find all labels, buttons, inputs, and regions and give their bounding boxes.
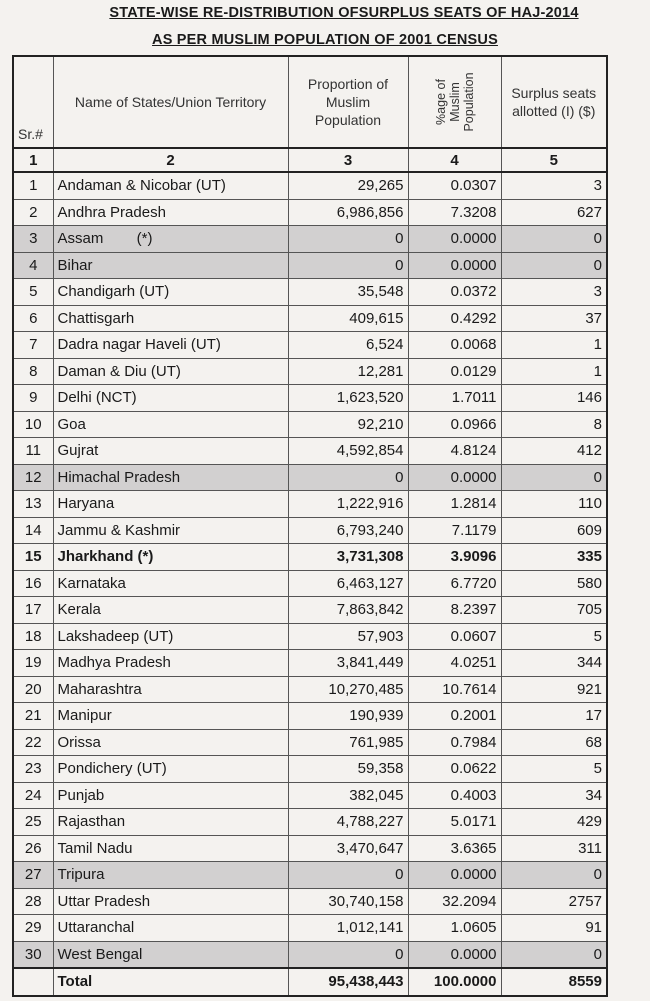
total-sr xyxy=(13,968,53,996)
row-sr: 13 xyxy=(13,491,53,518)
row-seats: 429 xyxy=(501,809,607,836)
row-seats: 580 xyxy=(501,570,607,597)
row-sr: 6 xyxy=(13,305,53,332)
row-population: 4,592,854 xyxy=(288,438,408,465)
row-sr: 1 xyxy=(13,172,53,199)
row-percent: 1.0605 xyxy=(408,915,501,942)
row-sr: 15 xyxy=(13,544,53,571)
row-population: 3,470,647 xyxy=(288,835,408,862)
row-percent: 7.1179 xyxy=(408,517,501,544)
table-row xyxy=(13,411,607,438)
row-seats: 3 xyxy=(501,172,607,199)
row-state-name: Pondichery (UT) xyxy=(53,756,288,783)
table-row xyxy=(13,279,607,306)
row-percent: 0.0607 xyxy=(408,623,501,650)
row-population: 10,270,485 xyxy=(288,676,408,703)
row-state-name: West Bengal xyxy=(53,941,288,968)
row-sr: 3 xyxy=(13,226,53,253)
row-population: 1,623,520 xyxy=(288,385,408,412)
table-row xyxy=(13,676,607,703)
row-seats: 2757 xyxy=(501,888,607,915)
row-population: 3,841,449 xyxy=(288,650,408,677)
row-population: 1,012,141 xyxy=(288,915,408,942)
row-state-name: Kerala xyxy=(53,597,288,624)
row-state-name: Andaman & Nicobar (UT) xyxy=(53,172,288,199)
row-percent: 0.0307 xyxy=(408,172,501,199)
row-state-name: Lakshadeep (UT) xyxy=(53,623,288,650)
row-percent: 0.2001 xyxy=(408,703,501,730)
table-row xyxy=(13,703,607,730)
row-percent: 0.0372 xyxy=(408,279,501,306)
row-percent: 4.8124 xyxy=(408,438,501,465)
table-row xyxy=(13,544,607,571)
row-sr: 7 xyxy=(13,332,53,359)
row-sr: 25 xyxy=(13,809,53,836)
row-sr: 20 xyxy=(13,676,53,703)
row-percent: 10.7614 xyxy=(408,676,501,703)
row-seats: 37 xyxy=(501,305,607,332)
row-percent: 0.4003 xyxy=(408,782,501,809)
colnum-5: 5 xyxy=(501,148,607,172)
table-row xyxy=(13,809,607,836)
header-name-text: Name of States/Union Territory xyxy=(74,94,267,110)
row-state-name: Karnataka xyxy=(53,570,288,597)
row-state-name: Uttaranchal xyxy=(53,915,288,942)
table-row xyxy=(13,491,607,518)
row-percent: 3.6365 xyxy=(408,835,501,862)
row-sr: 29 xyxy=(13,915,53,942)
document-title: STATE-WISE RE-DISTRIBUTION OFSURPLUS SEATS OF HAJ-2014 xyxy=(109,5,579,21)
row-percent: 0.7984 xyxy=(408,729,501,756)
row-state-name: Punjab xyxy=(53,782,288,809)
row-state-name: Rajasthan xyxy=(53,809,288,836)
row-state-name: Assam (*) xyxy=(53,226,288,253)
row-seats: 627 xyxy=(501,199,607,226)
row-seats: 0 xyxy=(501,226,607,253)
row-sr: 5 xyxy=(13,279,53,306)
row-state-name: Maharashtra xyxy=(53,676,288,703)
row-percent: 0.0000 xyxy=(408,862,501,889)
row-sr: 11 xyxy=(13,438,53,465)
row-percent: 0.0000 xyxy=(408,464,501,491)
header-percentage-text: %age of Muslim Population xyxy=(434,72,476,132)
row-population: 0 xyxy=(288,226,408,253)
row-state-name: Tripura xyxy=(53,862,288,889)
table-row xyxy=(13,888,607,915)
row-percent: 32.2094 xyxy=(408,888,501,915)
row-sr: 14 xyxy=(13,517,53,544)
table-row xyxy=(13,862,607,889)
row-sr: 18 xyxy=(13,623,53,650)
row-state-name: Jharkhand (*) xyxy=(53,544,288,571)
row-percent: 0.0129 xyxy=(408,358,501,385)
row-percent: 7.3208 xyxy=(408,199,501,226)
row-state-name: Jammu & Kashmir xyxy=(53,517,288,544)
total-row xyxy=(13,968,607,996)
seat-distribution-table xyxy=(12,55,608,997)
row-state-name: Bihar xyxy=(53,252,288,279)
table-row xyxy=(13,464,607,491)
row-state-name: Daman & Diu (UT) xyxy=(53,358,288,385)
row-seats: 5 xyxy=(501,623,607,650)
row-state-name: Delhi (NCT) xyxy=(53,385,288,412)
row-percent: 8.2397 xyxy=(408,597,501,624)
row-sr: 26 xyxy=(13,835,53,862)
header-proportion-text: Proportion of Muslim Population xyxy=(307,76,389,128)
row-state-name: Goa xyxy=(53,411,288,438)
row-percent: 0.4292 xyxy=(408,305,501,332)
row-state-name: Tamil Nadu xyxy=(53,835,288,862)
row-state-name: Manipur xyxy=(53,703,288,730)
row-seats: 1 xyxy=(501,332,607,359)
row-percent: 0.0068 xyxy=(408,332,501,359)
row-percent: 0.0000 xyxy=(408,252,501,279)
colnum-4: 4 xyxy=(408,148,501,172)
table-row xyxy=(13,438,607,465)
total-label: Total xyxy=(53,968,288,996)
row-sr: 30 xyxy=(13,941,53,968)
row-population: 30,740,158 xyxy=(288,888,408,915)
row-sr: 10 xyxy=(13,411,53,438)
row-sr: 16 xyxy=(13,570,53,597)
row-population: 0 xyxy=(288,941,408,968)
row-percent: 6.7720 xyxy=(408,570,501,597)
row-percent: 0.0622 xyxy=(408,756,501,783)
row-state-name: Chattisgarh xyxy=(53,305,288,332)
row-population: 6,793,240 xyxy=(288,517,408,544)
row-seats: 0 xyxy=(501,862,607,889)
row-seats: 0 xyxy=(501,941,607,968)
column-number-row xyxy=(13,148,607,172)
row-seats: 705 xyxy=(501,597,607,624)
row-seats: 311 xyxy=(501,835,607,862)
header-seats-text: Surplus seats allotted (I) ($) xyxy=(511,85,597,119)
table-row xyxy=(13,941,607,968)
table-row xyxy=(13,623,607,650)
row-state-name: Haryana xyxy=(53,491,288,518)
row-sr: 2 xyxy=(13,199,53,226)
table-row xyxy=(13,756,607,783)
row-seats: 8 xyxy=(501,411,607,438)
table-row xyxy=(13,199,607,226)
row-state-name: Chandigarh (UT) xyxy=(53,279,288,306)
table-row xyxy=(13,305,607,332)
header-proportion xyxy=(288,56,408,148)
row-population: 92,210 xyxy=(288,411,408,438)
row-population: 0 xyxy=(288,464,408,491)
total-seats: 8559 xyxy=(501,968,607,996)
row-sr: 17 xyxy=(13,597,53,624)
row-population: 57,903 xyxy=(288,623,408,650)
row-state-name: Andhra Pradesh xyxy=(53,199,288,226)
table-row xyxy=(13,915,607,942)
table-row xyxy=(13,835,607,862)
row-population: 0 xyxy=(288,252,408,279)
row-population: 382,045 xyxy=(288,782,408,809)
row-population: 6,524 xyxy=(288,332,408,359)
row-sr: 24 xyxy=(13,782,53,809)
row-seats: 17 xyxy=(501,703,607,730)
table-row xyxy=(13,729,607,756)
row-state-name: Uttar Pradesh xyxy=(53,888,288,915)
row-population: 409,615 xyxy=(288,305,408,332)
total-population: 95,438,443 xyxy=(288,968,408,996)
row-sr: 12 xyxy=(13,464,53,491)
header-row xyxy=(13,56,607,148)
row-sr: 8 xyxy=(13,358,53,385)
row-seats: 110 xyxy=(501,491,607,518)
row-seats: 146 xyxy=(501,385,607,412)
row-state-name: Gujrat xyxy=(53,438,288,465)
table-row xyxy=(13,358,607,385)
row-sr: 19 xyxy=(13,650,53,677)
table-row xyxy=(13,172,607,199)
row-population: 12,281 xyxy=(288,358,408,385)
row-population: 1,222,916 xyxy=(288,491,408,518)
row-percent: 0.0000 xyxy=(408,941,501,968)
row-percent: 0.0966 xyxy=(408,411,501,438)
colnum-1: 1 xyxy=(13,148,53,172)
row-percent: 1.7011 xyxy=(408,385,501,412)
row-population: 3,731,308 xyxy=(288,544,408,571)
row-sr: 23 xyxy=(13,756,53,783)
header-percentage xyxy=(408,56,501,148)
row-seats: 412 xyxy=(501,438,607,465)
table-row xyxy=(13,597,607,624)
row-state-name: Dadra nagar Haveli (UT) xyxy=(53,332,288,359)
row-seats: 609 xyxy=(501,517,607,544)
row-population: 6,463,127 xyxy=(288,570,408,597)
row-sr: 27 xyxy=(13,862,53,889)
row-percent: 1.2814 xyxy=(408,491,501,518)
table-row xyxy=(13,517,607,544)
table-body xyxy=(13,172,607,968)
row-population: 6,986,856 xyxy=(288,199,408,226)
table-row xyxy=(13,650,607,677)
table-row xyxy=(13,385,607,412)
row-percent: 3.9096 xyxy=(408,544,501,571)
header-seats xyxy=(501,56,607,148)
row-sr: 9 xyxy=(13,385,53,412)
row-population: 4,788,227 xyxy=(288,809,408,836)
row-seats: 91 xyxy=(501,915,607,942)
row-population: 190,939 xyxy=(288,703,408,730)
row-seats: 5 xyxy=(501,756,607,783)
table-row xyxy=(13,226,607,253)
row-sr: 28 xyxy=(13,888,53,915)
row-percent: 5.0171 xyxy=(408,809,501,836)
row-population: 29,265 xyxy=(288,172,408,199)
document-subtitle: AS PER MUSLIM POPULATION OF 2001 CENSUS xyxy=(152,32,498,48)
colnum-2: 2 xyxy=(53,148,288,172)
total-percent: 100.0000 xyxy=(408,968,501,996)
row-population: 35,548 xyxy=(288,279,408,306)
row-percent: 4.0251 xyxy=(408,650,501,677)
row-seats: 68 xyxy=(501,729,607,756)
table-row xyxy=(13,570,607,597)
row-state-name: Madhya Pradesh xyxy=(53,650,288,677)
table-row xyxy=(13,332,607,359)
colnum-3: 3 xyxy=(288,148,408,172)
row-seats: 0 xyxy=(501,464,607,491)
row-seats: 34 xyxy=(501,782,607,809)
row-population: 0 xyxy=(288,862,408,889)
table-row xyxy=(13,782,607,809)
row-population: 7,863,842 xyxy=(288,597,408,624)
row-seats: 0 xyxy=(501,252,607,279)
header-sr: Sr.# xyxy=(13,56,53,148)
row-sr: 4 xyxy=(13,252,53,279)
row-population: 761,985 xyxy=(288,729,408,756)
row-percent: 0.0000 xyxy=(408,226,501,253)
table-row xyxy=(13,252,607,279)
row-seats: 1 xyxy=(501,358,607,385)
row-seats: 3 xyxy=(501,279,607,306)
row-state-name: Himachal Pradesh xyxy=(53,464,288,491)
header-name xyxy=(53,56,288,148)
row-state-name: Orissa xyxy=(53,729,288,756)
row-seats: 921 xyxy=(501,676,607,703)
row-sr: 22 xyxy=(13,729,53,756)
row-seats: 335 xyxy=(501,544,607,571)
row-sr: 21 xyxy=(13,703,53,730)
row-population: 59,358 xyxy=(288,756,408,783)
row-seats: 344 xyxy=(501,650,607,677)
